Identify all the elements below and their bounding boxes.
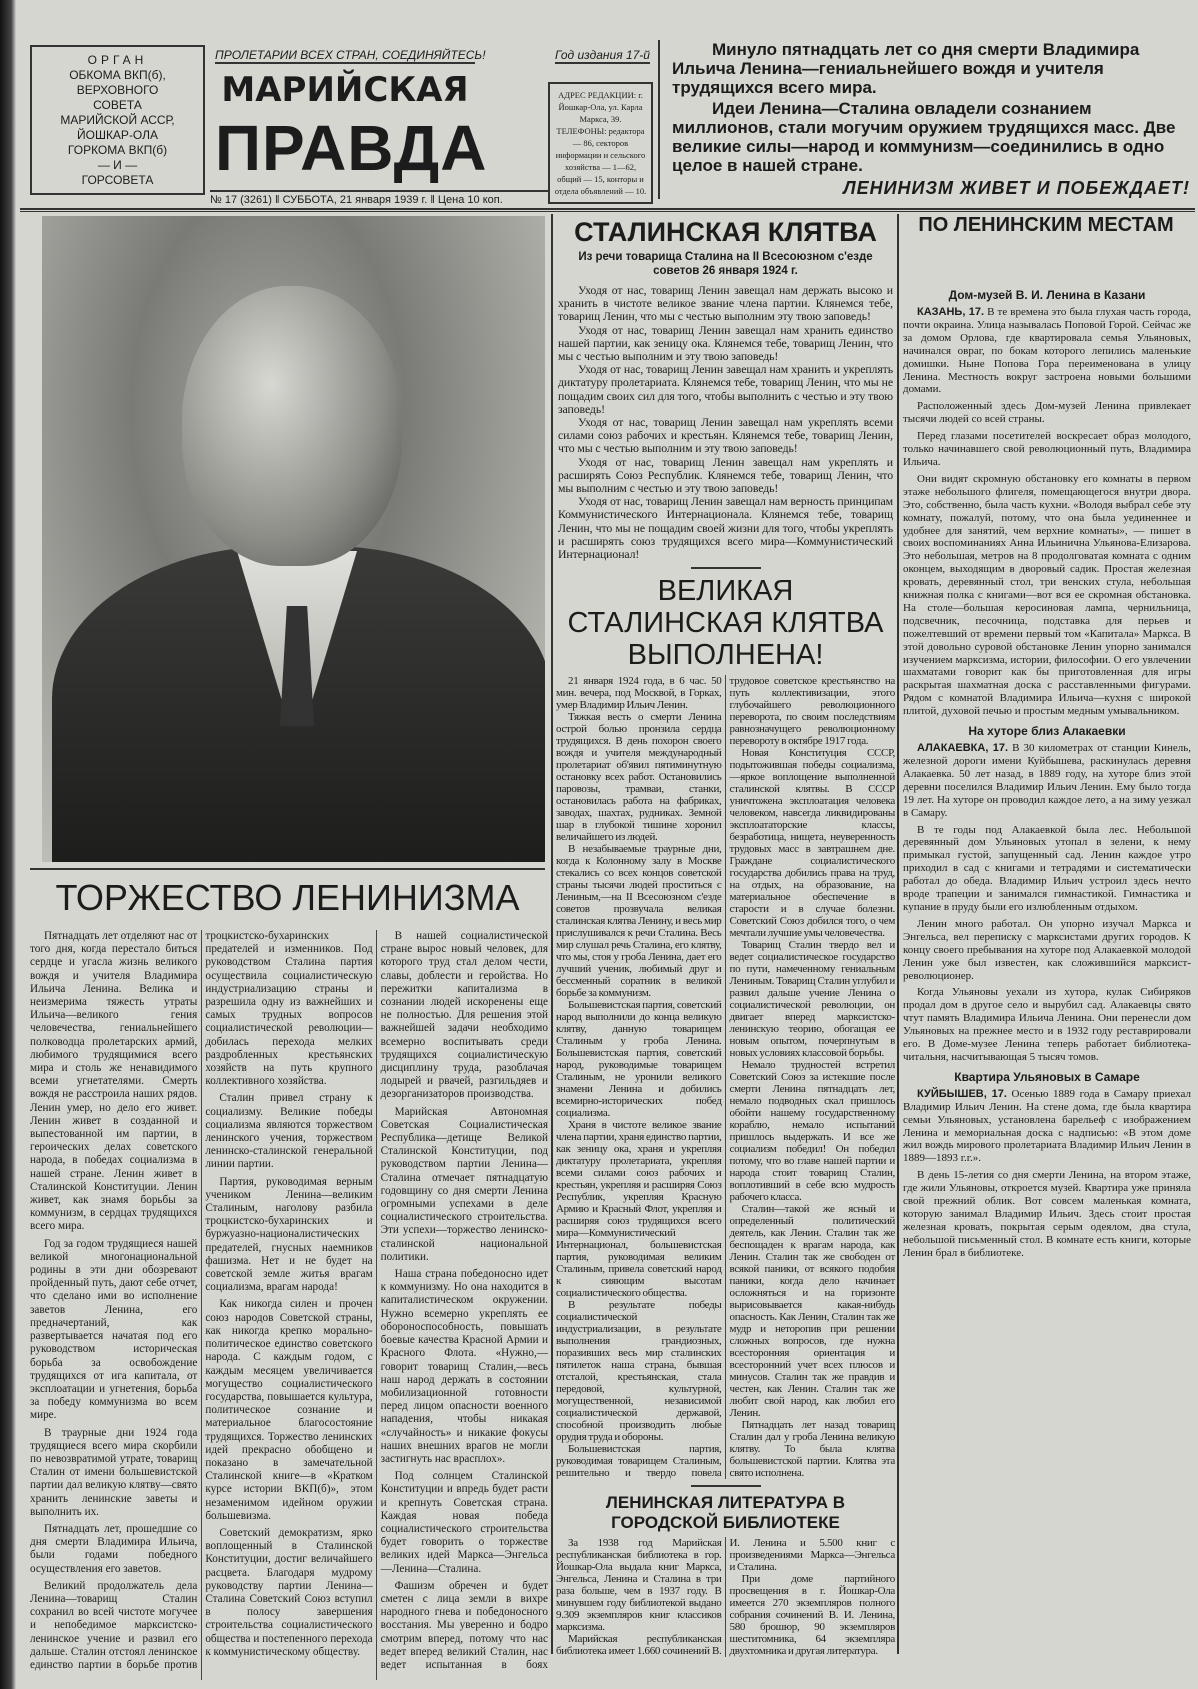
paragraph: Пятнадцать лет отделяют нас от того дня, когда перестало биться сердце и угасла жизнь великого вождя и учителя Владимира Ильича Ленина. Велика и неизмерима тяжесть утраты Ильича—великого гения человечества, гениальнейшего полководца пролетарских армий, любимого трудящимися всего мира и столь же ненавидимого всеми угнетателями. Смерть вождя не расстроила наших рядов. Ленин умер, но дело его живет. Ленин живет в созданной и выпестованной им партии, в героических делах советского народа, в победах социализма в нашей стране. Ленин живет в Сталинской Конституции. Ленин живет, как знамя борьбы за коммунизм, в сердцах трудящихся всего мира. <box>30 930 198 1233</box>
places-headline: ПО ЛЕНИНСКИМ МЕСТАМ <box>918 214 1174 236</box>
editorial-p2: Идеи Ленина—Сталина овладели сознанием миллионов, стали могучим оружием трудящихся масс. Две великие силы—народ и коммунизм—соединились в одно целое в нашей стране. <box>672 99 1176 175</box>
klyatva-headline: СТАЛИНСКАЯ КЛЯТВА <box>574 217 877 247</box>
paragraph: Наша страна победоносно идет к коммунизму. Но она находится в капиталистическом окружении. Нужно всемерно укреплять ее обороноспособность, повышать боевые качества Красной Армии и Красного Флота. «Нужно,—говорит товарищ Сталин,—весь наш народ держать в состоянии мобилизационной готовности перед лицом опасности военного нападения, чтобы никакая «случайность» и никакие фокусы наших внешних врагов не могли застигнуть нас врасплох». <box>380 1268 548 1465</box>
paragraph: Тяжкая весть о смерти Ленина острой болью пронзила сердца трудящихся. В день похорон своего вождя и учителя международный пролетариат об'явил пятиминутную остановку всех работ. Остановились паровозы, трамваи, станки, остановилась работа на фабриках, заводах, шахтах, рудниках. Земной шар в глубокой тишине хоронил величайшего из людей. <box>556 711 722 844</box>
issue-line: № 17 (3261) ‖ СУББОТА, 21 января 1939 г. ‖ Цена 10 коп. <box>210 190 550 207</box>
paragraph: При доме партийного просвещения в г. Йошкар-Ола имеется 270 экземпляров полного собрания сочинений В. И. Ленина, 580 брошюр, 90 экземпляров шеститомника, 64 экземпляра двухтомника и другая литература. <box>729 1573 895 1658</box>
paragraph: Уходя от нас, товарищ Ленин завещал нам верность принципам Коммунистического Интернационала. Клянемся тебе, товарищ Ленин, что мы не пощадим своей жизни для того, чтобы укреплять и расширять союз трудящихся всего мира—Коммунистический Интернационал! <box>558 494 893 562</box>
masthead-title-top: МАРИЙСКАЯ <box>221 70 469 110</box>
organ-line: ГОРКОМА ВКП(б) <box>67 143 168 157</box>
editorial-address: АДРЕС РЕДАКЦИИ: г. Йошкар-Ола, ул. Карла Маркса, 39. ТЕЛЕФОНЫ: редактора — 86, секторов информации и сельского хозяйства — 1—62, общий — 15, конторы и отдела объявлений — 10. <box>548 82 653 204</box>
paragraph: В те годы под Алакаевкой была лес. Небольшой деревянный дом Ульяновых утопал в зелени, к нему примыкал густой, запущенный сад. Ленин каждое утро приходил в сад с книгами и тетрадями и систематически работал до обеда. Владимир Ильич устроил здесь нечто вроде трапеции и занимался гимнастикой. Гимнастика и купание в пруду были его излюбленным отдыхом. <box>903 823 1191 913</box>
column-rule <box>551 214 553 1654</box>
paragraph: Товарищ Сталин твердо вел и ведет социалистическое государство по пути, намеченному гениальным Лениным. Товарищ Сталин углубил и развил дальше учение Ленина о социалистической революции, он двигает вперед марксистско-ленинскую теорию, обогащая ее новым опытом, почерпнутым в новых условиях классовой борьбы. <box>729 939 895 1060</box>
paragraph: Уходя от нас, товарищ Ленин завещал нам укреплять и расширять Союз Республик. Клянемся тебе, товарищ Ленин, что мы выполним с честью и эту твою заповедь! <box>558 454 893 496</box>
editorial-box <box>658 40 1190 199</box>
paragraph: Перед глазами посетителей воскресает образ молодого, только начинавшего свой революционный путь, Владимира Ильича. <box>903 430 1191 468</box>
header-rule <box>20 208 1195 212</box>
paragraph: Марийская республиканская библиотека имеет 1.660 сочинений В. И. Ленина и 5.500 книг с произведениями Маркса—Энгельса и Сталина. <box>556 1537 895 1658</box>
section-heading: Дом-музей В. И. Ленина в Казани <box>948 288 1146 302</box>
divider <box>691 567 761 569</box>
paragraph: Большевистская партия, руководимая товарищем Сталиным, решительно и твердо повела трудовое советское крестьянство на путь коллективизации, этого глубочайшего революционного переворота, по своим последствиям равнозначущего революционному перевороту в октябре 1917 года. <box>556 675 895 1480</box>
paragraph: В день 15-летия со дня смерти Ленина, на втором этаже, где жили Ульяновы, откроется музей. Квартира уже приняла свой прежний облик. Вот совсем маленькая комната, которую занимал Владимир Ильич. Здесь стоит простая железная кровать, покрытая серым одеялом, два стула, небольшой письменный стол. В комнате есть книги, которые Ленин брал в библиотеке. <box>903 1169 1191 1259</box>
paragraph: Осенью 1889 года в Самару приехал Владимир Ильич Ленин. На стене дома, где была квартира семьи Ульяновых, установлена барельеф с изображением Ленина и мемориальная доска с надписью: «В этом доме жил вождь мирового пролетариата Владимир Ильич Ленин в 1889—1893 г.г.». <box>903 1087 1191 1165</box>
paragraph: Год за годом трудящиеся нашей великой многонациональной родины в эти дни обозревают пройденный путь, дают себе отчет, что сделано ими во исполнение заветов Ленина, его предначертаний, как развертывается начатая под его руководством историческая борьба за освобождение трудящихся от ига капитала, от эксплоатации и угнетения, борьба за победу коммунизма во всем мире. <box>30 1237 198 1422</box>
column-rule <box>897 214 899 1654</box>
paragraph: В незабываемые траурные дни, когда к Колонному залу в Москве стекались со всех концов советской страны тысячи людей проститься с Лениным,—на II Всесоюзном с'езде советов прозвучала великая сталинская клятва Ленину, и весь мир прислушивался к речи Сталина. Весь мир слушал речь Сталина, его клятву, что мы, стоя у гроба Ленина, дает его лучший ученик, любимый друг и бессменный соратник в великой борьбе за коммунизм. <box>556 843 722 1000</box>
slogan: ПРОЛЕТАРИИ ВСЕХ СТРАН, СОЕДИНЯЙТЕСЬ! <box>215 48 486 62</box>
divider <box>691 1485 761 1487</box>
organ-line: ВЕРХОВНОГО <box>76 83 159 97</box>
editorial-motto: ЛЕНИНИЗМ ЖИВЕТ И ПОБЕЖДАЕТ! <box>843 178 1190 198</box>
paragraph: Сталин привел страну к социализму. Великие победы социализма являются торжеством ленинского учения, торжеством ленинско-сталинской генеральной линии партии. <box>205 1092 373 1171</box>
organ-line: ГОРСОВЕТА <box>81 173 154 187</box>
paragraph: Они видят скромную обстановку его комнаты в первом этаже небольшого флигеля, помещающегося внутри двора. Это, собственно, была часть кухни. «Володя выбрал себе эту комнату, пожалуй, потому, что она была уединеннее и удобнее для занятий, чем верхние комнаты», — пишет в своих воспоминаниях Анна Ильинична Ульянова-Елизарова. Это небольшая, метров на 8 продолговатая комната с одним оконцем, выходящим в дворовый садик. Простая железная кровать, деревянный стол, три венских стула, небольшая книжная полка с книгами—вот вся ее скромная обстановка. На столе—большая керосиновая лампа, чернильница, подсвечник, песочница, подставка для перьев и пожелтевший от времени первый том «Капитала» Маркса. В этой довольно суровой обстановке Ленин упорно занимался изучением марксизма, истории, философии. О его увлечении шахматами говорит как бы приготовленная для игры раскрытая шахматная доска с расставленными фигурами. Рядом с комнатой Владимира Ильича—кухня с широкой плитой, духовой печью и простым медным умывальником. <box>903 472 1191 718</box>
torzhestvo-article <box>30 930 548 1680</box>
dateline: КУЙБЫШЕВ, 17. <box>917 1087 1007 1100</box>
paragraph: Храня в чистоте великое звание члена партии, храня единство партии, как зеницу ока, храня и укрепляя диктатуру пролетариата, укрепляя всеми силами союз рабочих и крестьян, укрепляя и расширяя Союз Республик, укрепляя Красную Армию и Красный Флот, укрепляя и расширяя союз трудящихся всего мира—Коммунистический Интернационал, большевистская партия, руководимая великим Сталиным, привела советский народ к сияющим высотам социалистического общества. <box>556 1119 722 1300</box>
torzhestvo-headline: ТОРЖЕСТВО ЛЕНИНИЗМА <box>30 868 545 926</box>
paragraph: В нашей социалистической стране вырос новый человек, для которого труд стал делом чести, славы, доблести и геройства. Но пережитки капитализма в сознании людей искоренены еще не полностью. Для решения этой важнейшей задачи необходимо всемерно воспитывать среди трудящихся социалистическую дисциплину труда, разоблачая лодырей и рвачей, разгильдяев и дезорганизаторов производства. <box>380 930 548 1101</box>
paragraph: Фашизм обречен и будет сметен с лица земли в вихре народного гнева и победоносного восстания. Мы уверенно и бодро смотрим вперед, потому что нас ведет вперед великий Сталин, нас ведет испытанная в боях <box>380 1579 548 1671</box>
paragraph: Марийская Автономная Советская Социалистическая Республика—детище Великой Сталинской Конституции, под руководством партии Ленина—Сталина отмечает пятнадцатую годовщину со дня смерти Ленина огромными успехами в деле социалистического строительства. Эти успехи—торжество ленинско-сталинской национальной политики. <box>380 1105 548 1263</box>
paragraph: В траурные дни 1924 года трудящиеся всего мира скорбили по невозвратимой утрате, товарищ Сталин от имени большевистской партии дал великую клятву—свято хранить ленинские заветы и выполнить их. <box>30 1426 198 1518</box>
section-heading: На хуторе близ Алакаевки <box>968 724 1126 739</box>
paragraph: Большевистская партия, советский народ выполнили до конца великую клятву, данную товарищем Сталиным у гроба Ленина. Большевистская партия, советский народ, руководимые товарищем Сталиным, не уронили великого знамени Ленина и добились всемирно-исторических побед социализма. <box>556 999 722 1120</box>
organ-line: ОБКОМА ВКП(б), <box>69 68 166 82</box>
organ-line: МАРИЙСКОЙ АССР, <box>60 113 175 127</box>
velikaya-article <box>556 675 895 1479</box>
paragraph: Уходя от нас, товарищ Ленин завещал нам хранить единство нашей партии, как зеницу ока. Клянемся тебе, товарищ Ленин, что мы с честью выполним и эту твою заповедь! <box>558 322 893 364</box>
paragraph: 21 января 1924 года, в 6 час. 50 мин. вечера, под Москвой, в Горках, умер Владимир Ильич Ленин. <box>556 675 722 712</box>
paragraph: Советский демократизм, ярко воплощенный в Сталинской Конституции, достиг величайшего расцвета. Благодаря мудрому руководству партии Ленина—Сталина Советский Союз вступил в полосу завершения строительства социалистического общества и постепенного перехода к коммунистическому обществу. <box>205 1526 373 1658</box>
dateline: КАЗАНЬ, 17. <box>917 306 985 318</box>
library-headline: ЛЕНИНСКАЯ ЛИТЕРАТУРА В ГОРОДСКОЙ БИБЛИОТЕКЕ <box>605 1493 846 1533</box>
dateline: АЛАКАЕВКА, 17. <box>917 742 1009 755</box>
organ-line: ОРГАН <box>87 53 148 67</box>
paragraph: Уходя от нас, товарищ Ленин завещал нам хранить и укреплять диктатуру пролетариата. Клянемся тебе, товарищ Ленин, что мы не пощадим своих сил для того, чтобы выполнить с честью и эту твою заповедь! <box>558 362 893 416</box>
organ-line: СОВЕТА <box>93 98 142 112</box>
paragraph: Уходя от нас, товарищ Ленин завещал нам держать высоко и хранить в чистоте великое звание члена партии. Клянемся тебе, товарищ Ленин, что мы с честью выполним эту твою заповедь! <box>558 283 893 324</box>
klyatva-text <box>556 284 895 561</box>
year-of-publication: Год издания 17-й <box>555 48 650 62</box>
paragraph: В 30 километрах от станции Кинель, железной дороги имени Куйбышева, раскинулась деревня Алакаевка. 50 лет назад, в 1889 году, на хуторе близ этой деревни поселился Владимир Ильич Ленин. Ему было тогда 19 лет. На хуторе он проводил каждое лето, а на зиму уезжал в Самару. <box>903 742 1191 819</box>
middle-column <box>556 216 895 1657</box>
editorial-p1: Минуло пятнадцать лет со дня смерти Владимира Ильича Ленина—гениальнейшего вождя и учителя трудящихся всего мира. <box>672 40 1140 97</box>
paragraph: Партия, руководимая верным учеником Ленина—великим Сталиным, наголову разбила троцкистско-бухаринских и буржуазно-националистических предателей, гнусных наемников фашизма. Нет и не будет на советской земле житья врагам социализма, врагам народа! <box>205 1175 373 1294</box>
organ-line: ЙОШКАР-ОЛА <box>76 128 159 142</box>
paragraph: Когда Ульяновы уехали из хутора, кулак Сибиряков продал дом в другое село и вырубил сад. Алакаевцы свято чтут память Владимира Ильича Ленина. Они перенесли дом Ульяновых на прежнее место и в 1932 году реставрировали его. В Доме-музее Ленина теперь работает библиотека-читальня, насчитывающая 5 тысяч томов. <box>903 986 1191 1063</box>
paragraph: Уходя от нас, товарищ Ленин завещал нам укреплять всеми силами союз рабочих и крестьян. Клянемся тебе, товарищ Ленин, что мы с честью выполним и эту твою заповедь! <box>558 415 893 456</box>
velikaya-headline: ВЕЛИКАЯ СТАЛИНСКАЯ КЛЯТВА ВЫПОЛНЕНА! <box>567 575 884 672</box>
klyatva-subtitle: Из речи товарища Сталина на II Всесоюзном с'езде советов 26 января 1924 г. <box>578 251 873 277</box>
portrait-head <box>182 286 402 566</box>
paragraph: Как никогда силен и прочен союз народов Советской страны, как никогда крепко морально-политическое единство советского народа. С каждым годом, с каждым месяцем увеличивается могущество социалистического государства, повышается культура, политическое сознание и материальное благосостояние трудящихся. Торжество ленинских идей прекрасно обобщено и показано в замечательной Сталинской книге—в «Кратком курсе истории ВКП(б)», этом незаменимом идейном оружии большевизма. <box>205 1298 373 1522</box>
places-article <box>903 288 1191 1683</box>
masthead-title-main: ПРАВДА <box>215 112 488 184</box>
paragraph: Сталин—такой же ясный и определенный политический деятель, как Ленин. Сталин так же беспощаден к врагам народа, как Ленин. Сталин так же свободен от всякой паники, от всякого подобия паники, когда дело начинает осложняться и на горизонте вырисовывается какая-нибудь опасность. Как Ленин, Сталин так же мудр и неторопив при решении сложных вопросов, где нужна всесторонняя ориентация и всесторонний учет всех плюсов и минусов. Сталин так же правдив и честен, как Ленин. Сталин так же любит свой народ, как любил его Ленин. <box>729 1203 895 1420</box>
paragraph: Расположенный здесь Дом-музей Ленина привлекает тысячи людей со всей страны. <box>903 400 1191 426</box>
paragraph: За 1938 год Марийская республиканская библиотека в гор. Йошкар-Ола выдала книг Маркса, Энгельса, Ленина и Сталина в три раза больше, чем в 1937 году. В минувшем году библиотекой выдано 9.309 экземпляров книг классиков марксизма. <box>556 1537 722 1634</box>
scan-edge <box>0 0 16 1689</box>
paragraph: В результате победы социалистической индустриализации, в результате выполнения грандиозных, поразивших весь мир сталинских пятилеток наша страна, бывшая отсталой, крестьянская, стала передовой, культурной, могущественной, независимой социалистической державой, способной производить любые орудия труда и обороны. <box>556 1299 722 1444</box>
paragraph: Великий продолжатель дела Ленина—товарищ Сталин сохранил во всей чистоте могучее и непобедимое марксистско-ленинское учение и развил его дальше. Сталин отстоял ленинское единство партии в борьбе против троцкистско-бухаринских предателей и изменников. Под руководством Сталина партия осуществила социалистическую индустриализацию страны и разрешила одну из важнейших и самых трудных вопросов социалистической революции—добилась перехода мелких раздробленных крестьянских хозяйств на путь крупного коллективного хозяйства. <box>30 930 373 1671</box>
library-article <box>556 1537 895 1657</box>
section-heading: Квартира Ульяновых в Самаре <box>954 1069 1140 1084</box>
organ-box <box>30 45 205 195</box>
paragraph: Немало трудностей встретил Советский Союз за истекшие после смерти Ленина пятнадцать лет, немало подводных скал пришлось обойти нашему государственному кораблю, немало испытаний пришлось выдержать. И все же социализм победил! Он победил потому, что во главе нашей партии и народа стоит товарищ Сталин, воплотивший в себе всю мудрость рабочего класса. <box>729 1059 895 1204</box>
paragraph: Под солнцем Сталинской Конституции и впредь будет расти и крепнуть Советская страна. Каждая новая победа социалистического строительства будет говорить о торжестве великих идей Маркса—Энгельса—Ленина—Сталина. <box>380 1470 548 1575</box>
paragraph: Пятнадцать лет назад товарищ Сталин дал у гроба Ленина великую клятву. То была клятва большевистской партии. Клятва эта свято исполнена. <box>729 1419 895 1480</box>
paragraph: В те времена это была глухая часть города, почти окраина. Улица называлась Поповой Горой. Сейчас же за домом Орлова, где квартировала семья Ульяновых, начинался овраг, по бокам которого лепились маленькие домишки. Ныне Попова Гора переименована в улицу Ленина. Местность вокруг застроена новыми большими домами. <box>903 306 1191 396</box>
paragraph: Новая Конституция СССР, подытожившая победы социализма,—яркое воплощение выполненной сталинской клятвы. В СССР уничтожена эксплоатация человека человеком, навсегда ликвидированы эксплоататорские классы, безработица, нищета, неуверенность трудовых масс в завтрашнем дне. Граждане социалистического государства добились права на труд, на отдых, на образование, на материальное обеспечение в старости и в случае болезни. Советский Союз добился того, о чем мечтали лучшие умы человечества. <box>729 747 895 940</box>
lenin-portrait <box>42 216 545 862</box>
paragraph: Ленин много работал. Он упорно изучал Маркса и Энгельса, вел переписку с марксистами других городов. К концу своего пребывания на хуторе под Алакаевкой молодой Ленин уже был известен, как сложившийся марксист-революционер. <box>903 917 1191 982</box>
paragraph: Пятнадцать лет, прошедшие со дня смерти Владимира Ильича, были годами победного осуществления его заветов. <box>30 1522 198 1575</box>
organ-line: — И — <box>97 158 138 172</box>
